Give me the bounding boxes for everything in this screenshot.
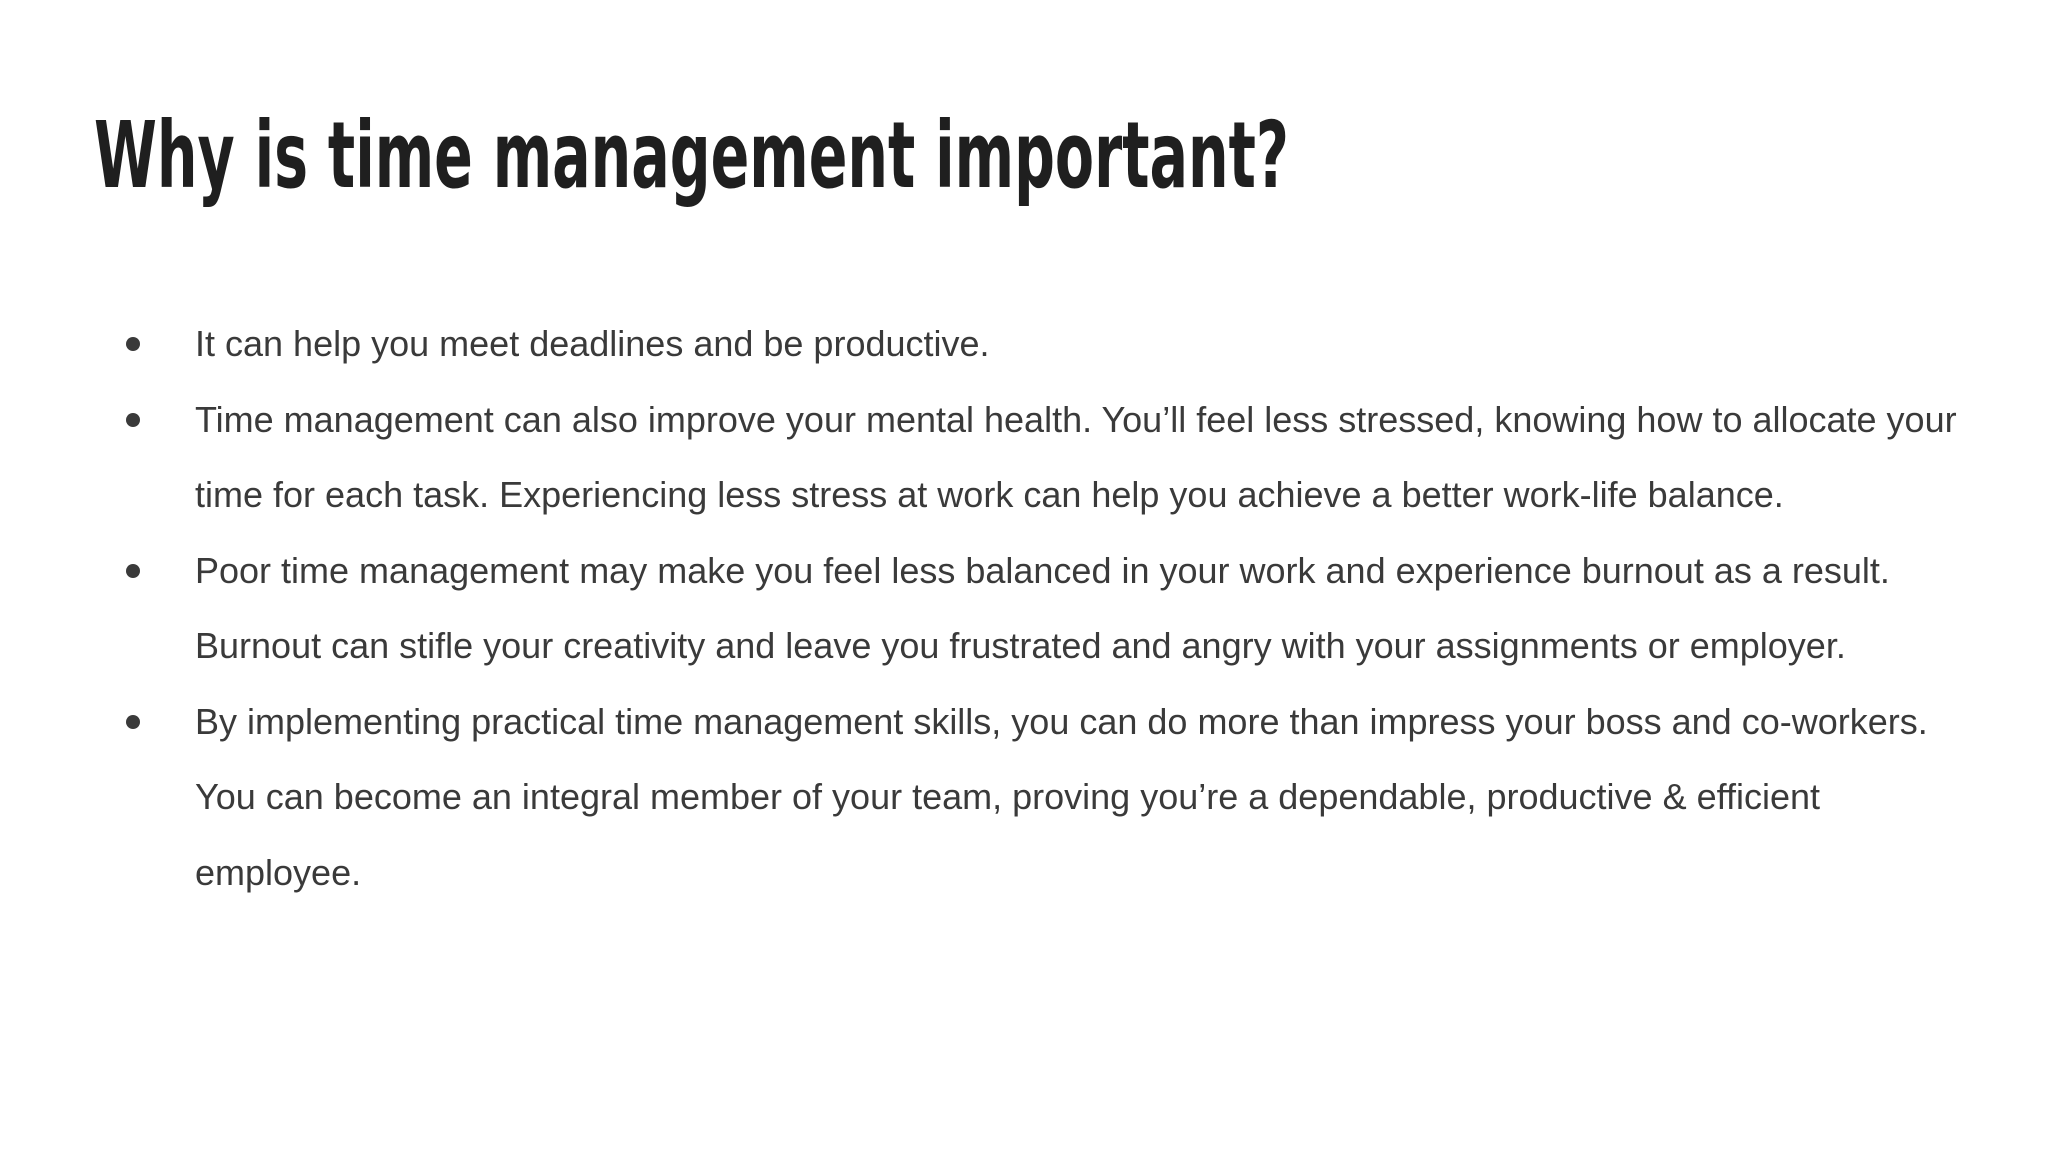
bullet-item: [120, 382, 1980, 533]
bullet-item: [120, 306, 1980, 382]
slide-title: Why is time management important?: [94, 102, 1289, 209]
bullet-text: By implementing practical time management skills, you can do more than impress your boss and co-workers. You can become an integral member of your team, proving you’re a dependable, productive & efficient employee.: [195, 700, 1928, 893]
bullet-point-icon: [126, 564, 140, 578]
bullet-point-icon: [126, 715, 140, 729]
bullet-text: It can help you meet deadlines and be productive.: [195, 323, 990, 364]
bullet-point-icon: [126, 413, 140, 427]
bullet-point-icon: [126, 337, 140, 351]
bullet-item: [120, 533, 1980, 684]
bullet-text: Time management can also improve your mental health. You’ll feel less stressed, knowing how to allocate your time for each task. Experiencing less stress at work can help you achieve a better work-life balance.: [195, 398, 1957, 515]
bullet-text: Poor time management may make you feel less balanced in your work and experience burnout as a result. Burnout can stifle your creativity and leave you frustrated and angry with your assignments or employer.: [195, 549, 1890, 666]
bullet-list: [120, 306, 1980, 910]
bullet-item: [120, 684, 1980, 911]
